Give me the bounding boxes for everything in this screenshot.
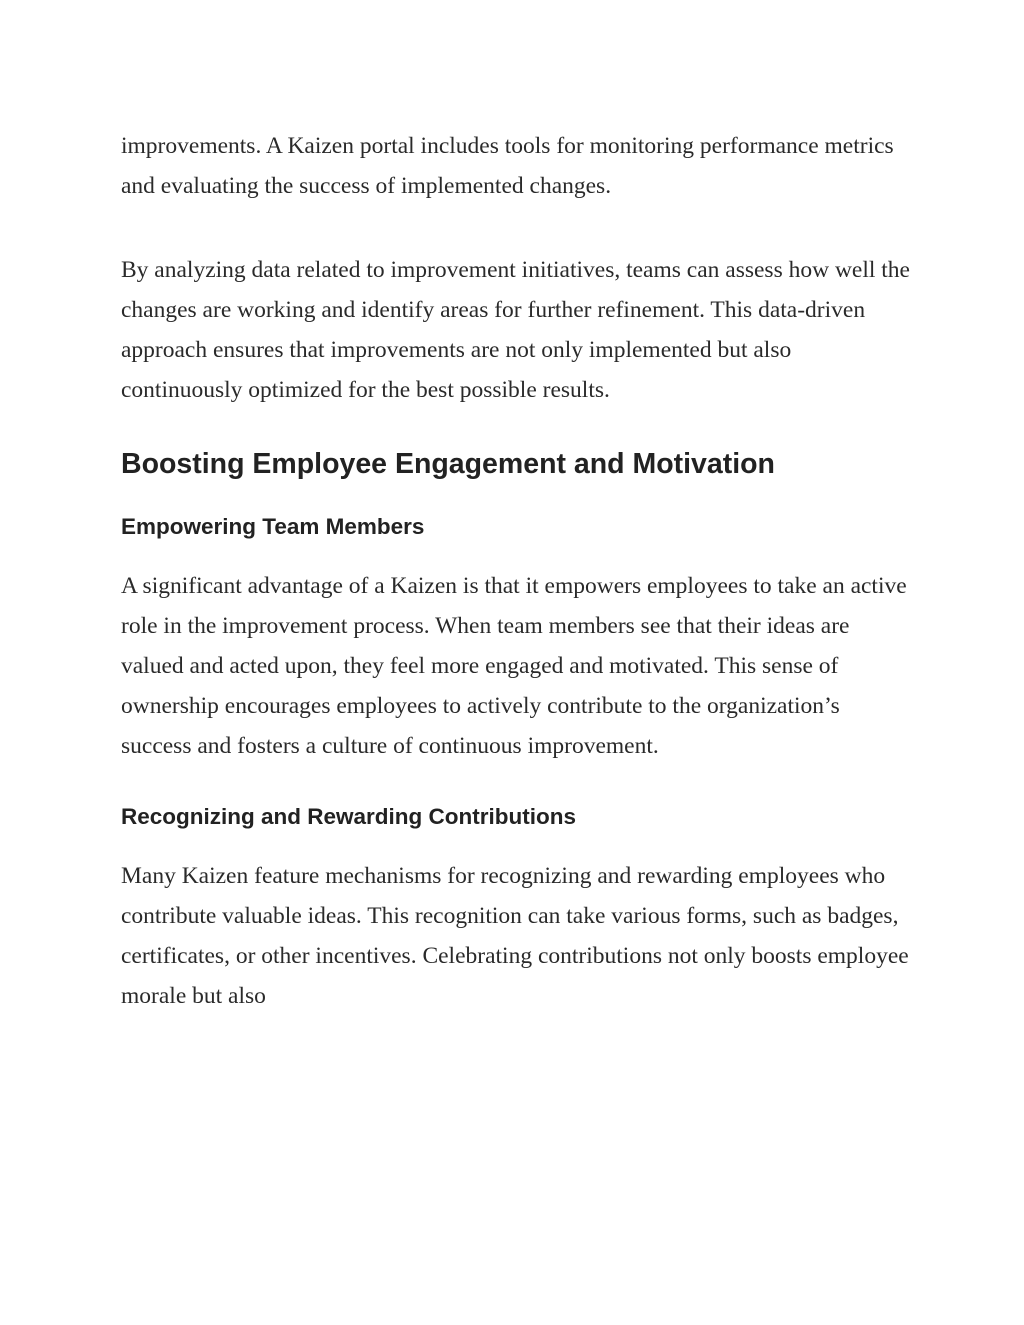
- section-heading: Boosting Employee Engagement and Motivation: [121, 448, 775, 480]
- subheading-recognizing: Recognizing and Rewarding Contributions: [121, 804, 576, 829]
- paragraph-monitoring: improvements. A Kaizen portal includes tools for monitoring performance metrics and evaluating the success of implemented changes.: [121, 133, 894, 199]
- paragraph-data-analysis: By analyzing data related to improvement initiatives, teams can assess how well the changes are working and identify areas for further refinement. This data-driven approach ensures that improvements are not only implemented but also continuously optimized for the best possible results.: [121, 257, 910, 403]
- paragraph-recognizing: Many Kaizen feature mechanisms for recognizing and rewarding employees who contribute valuable ideas. This recognition can take various forms, such as badges, certificates, or other incentives. Celebrating contributions not only boosts employee morale but also: [121, 863, 909, 1009]
- subheading-empowering: Empowering Team Members: [121, 514, 425, 539]
- paragraph-empowering: A significant advantage of a Kaizen is that it empowers employees to take an active role in the improvement process. When team members see that their ideas are valued and acted upon, they feel more engaged and motivated. This sense of ownership encourages employees to actively contribute to the organization’s success and fosters a culture of continuous improvement.: [121, 573, 907, 759]
- document-page: [121, 126, 911, 1016]
